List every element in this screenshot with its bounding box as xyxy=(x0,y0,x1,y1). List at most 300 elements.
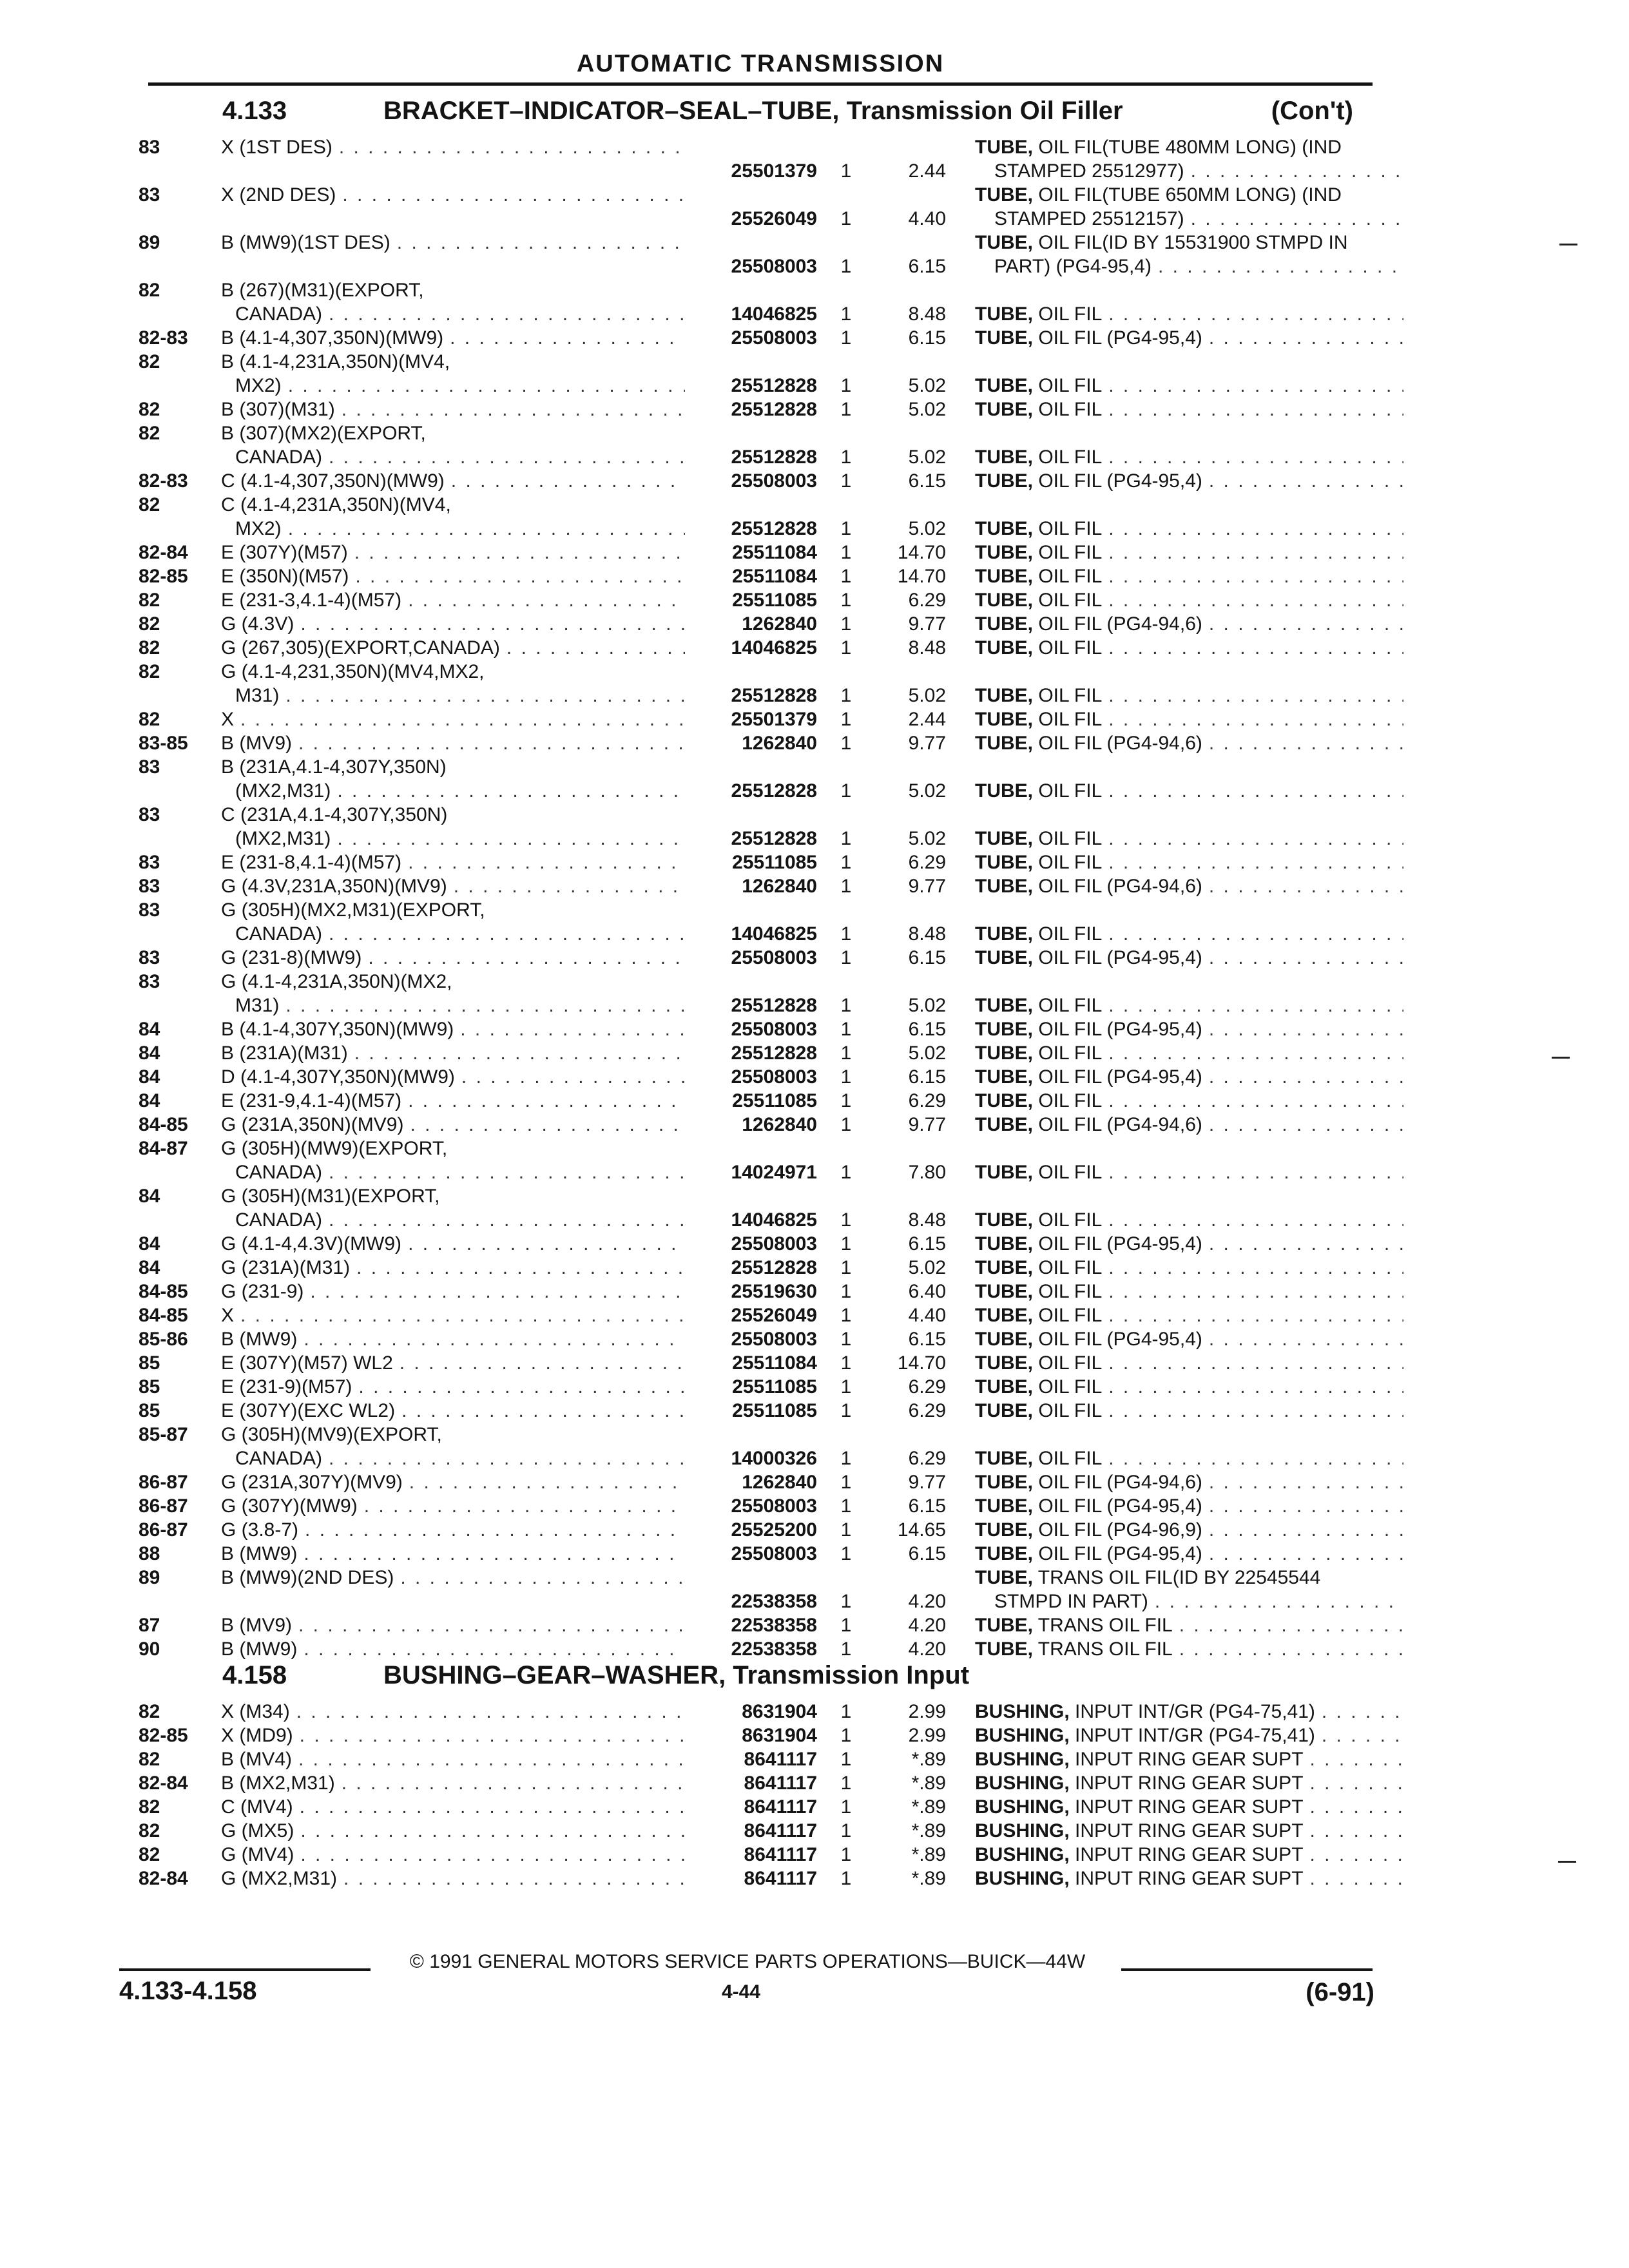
description-text: G (4.3V) xyxy=(221,613,294,635)
price: *.89 xyxy=(911,1820,946,1841)
application-description xyxy=(221,1867,685,1890)
part-name xyxy=(946,469,1403,493)
dot-leader xyxy=(1202,1017,1403,1041)
part-name-detail: OIL FIL xyxy=(1033,518,1103,539)
part-name-detail: OIL FIL (PG4-94,6) xyxy=(1033,876,1202,897)
part-number: 1262840 xyxy=(742,1114,817,1135)
quantity: 1 xyxy=(840,1400,852,1421)
part-name-line xyxy=(975,707,1403,731)
part-name-text xyxy=(994,159,1184,183)
description-text: B (MV9) xyxy=(221,1615,293,1636)
part-name xyxy=(946,684,1403,707)
part-name-text xyxy=(975,469,1202,493)
model-years: 83 xyxy=(139,876,160,897)
part-name-detail: OIL FIL xyxy=(1033,1448,1103,1469)
dot-leader xyxy=(1202,1065,1403,1089)
part-name-line xyxy=(975,612,1403,636)
part-number: 1262840 xyxy=(742,613,817,635)
dot-leader xyxy=(455,1065,685,1089)
part-name-line xyxy=(975,517,1403,541)
price: 5.02 xyxy=(908,685,946,706)
price: 8.48 xyxy=(908,303,946,325)
model-years: 85-86 xyxy=(139,1329,188,1350)
quantity: 1 xyxy=(840,995,852,1016)
parts-row xyxy=(139,421,1379,469)
dot-leader xyxy=(1304,1843,1403,1867)
dot-leader xyxy=(1102,1041,1403,1065)
part-name-text xyxy=(975,1747,1304,1771)
model-years: 84 xyxy=(139,1233,160,1254)
part-name-keyword: TUBE, xyxy=(975,1090,1033,1111)
part-name-keyword: TUBE, xyxy=(975,1352,1033,1374)
part-name-text xyxy=(975,1280,1102,1303)
parts-row xyxy=(139,755,1379,803)
description-text: B (4.1-4,231A,350N)(MV4, xyxy=(221,351,450,372)
quantity: 1 xyxy=(840,1519,852,1541)
part-name-line xyxy=(975,1494,1403,1518)
part-name-text xyxy=(975,1867,1304,1890)
price: 6.15 xyxy=(908,1329,946,1350)
parts-row xyxy=(139,1375,1379,1399)
dot-leader xyxy=(361,946,685,970)
quantity: 1 xyxy=(840,1749,852,1770)
part-number: 25511085 xyxy=(732,1400,817,1421)
price: 8.48 xyxy=(908,1209,946,1231)
description-line xyxy=(221,1724,685,1747)
price: 4.20 xyxy=(908,1591,946,1612)
price: 6.29 xyxy=(908,852,946,873)
part-name-detail: OIL FIL (PG4-95,4) xyxy=(1033,1019,1202,1040)
application-description xyxy=(221,1256,685,1280)
description-line xyxy=(221,874,685,898)
section-number: 4.133 xyxy=(222,97,287,125)
part-name xyxy=(946,588,1403,612)
parts-row xyxy=(139,850,1379,874)
description-line xyxy=(221,1819,685,1843)
parts-row xyxy=(139,946,1379,970)
description-line xyxy=(221,1208,685,1232)
description-line xyxy=(221,469,685,493)
description-line xyxy=(221,374,685,398)
dot-leader xyxy=(1102,302,1403,326)
description-text: E (231-8,4.1-4)(M57) xyxy=(221,852,402,873)
part-name-keyword: TUBE, xyxy=(975,828,1033,849)
quantity: 1 xyxy=(840,1868,852,1889)
model-years: 85 xyxy=(139,1352,160,1374)
part-name xyxy=(946,946,1403,970)
dot-leader xyxy=(294,612,685,636)
part-number: 25501379 xyxy=(731,709,817,730)
quantity: 1 xyxy=(840,1305,852,1326)
part-name-keyword: BUSHING, xyxy=(975,1773,1070,1794)
price: 6.15 xyxy=(908,1019,946,1040)
description-text: G (231-9) xyxy=(221,1281,304,1302)
part-name xyxy=(946,1771,1403,1795)
application-description xyxy=(221,898,685,946)
part-name-text xyxy=(975,1208,1102,1232)
description-text: E (231-3,4.1-4)(M57) xyxy=(221,590,402,611)
quantity: 1 xyxy=(840,590,852,611)
model-years: 84-87 xyxy=(139,1138,188,1159)
part-name xyxy=(946,1494,1403,1518)
part-name-detail: OIL FIL xyxy=(1033,542,1103,563)
quantity: 1 xyxy=(840,923,852,945)
part-name-detail: OIL FIL (PG4-94,6) xyxy=(1033,1114,1202,1135)
quantity: 1 xyxy=(840,709,852,730)
part-number: 25508003 xyxy=(731,1543,817,1564)
part-name-keyword: TUBE, xyxy=(975,852,1033,873)
part-number: 1262840 xyxy=(742,733,817,754)
part-name-detail: OIL FIL xyxy=(1033,1281,1103,1302)
description-line xyxy=(221,1256,685,1280)
dot-leader xyxy=(335,398,685,421)
part-name xyxy=(946,231,1403,278)
model-years: 84 xyxy=(139,1066,160,1088)
part-name-line xyxy=(975,326,1403,350)
part-name-text xyxy=(975,1351,1102,1375)
part-name-keyword: BUSHING, xyxy=(975,1796,1070,1818)
parts-row xyxy=(139,469,1379,493)
parts-row xyxy=(139,731,1379,755)
part-name-text xyxy=(975,1327,1202,1351)
part-name xyxy=(946,1232,1403,1256)
quantity: 1 xyxy=(840,1796,852,1818)
parts-row xyxy=(139,1327,1379,1351)
part-name xyxy=(946,707,1403,731)
part-name-text xyxy=(975,994,1102,1017)
part-name-line xyxy=(975,1017,1403,1041)
header-rule xyxy=(148,82,1373,86)
description-text: B (MX2,M31) xyxy=(221,1773,335,1794)
parts-row xyxy=(139,1747,1379,1771)
model-years: 84-85 xyxy=(139,1305,188,1326)
description-text: G (4.1-4,4.3V)(MW9) xyxy=(221,1233,402,1254)
price: 6.15 xyxy=(908,1233,946,1254)
application-description xyxy=(221,707,685,731)
part-name-line xyxy=(975,1867,1403,1890)
model-years: 82 xyxy=(139,351,160,372)
quantity: 1 xyxy=(840,828,852,849)
part-name-keyword: TUBE, xyxy=(975,1257,1033,1278)
model-years: 82 xyxy=(139,637,160,658)
parts-row xyxy=(139,1232,1379,1256)
part-name-keyword: TUBE, xyxy=(975,1114,1033,1135)
part-name-detail: OIL FIL(TUBE 650MM LONG) (IND xyxy=(1033,184,1342,206)
part-number: 25519630 xyxy=(731,1281,817,1302)
description-line xyxy=(221,660,685,684)
footer-section-range: 4.133-4.158 xyxy=(119,1977,257,2005)
application-description xyxy=(221,1041,685,1065)
part-number: 8631904 xyxy=(742,1701,817,1722)
dot-leader xyxy=(1315,1724,1403,1747)
application-description xyxy=(221,1113,685,1137)
part-name-keyword: BUSHING, xyxy=(975,1820,1070,1841)
description-text: E (231-9)(M57) xyxy=(221,1376,352,1398)
section-title xyxy=(383,97,1271,126)
part-name-text xyxy=(975,588,1102,612)
dot-leader xyxy=(1202,731,1403,755)
part-name-line xyxy=(975,850,1403,874)
part-name-keyword: TUBE, xyxy=(975,1066,1033,1088)
part-name xyxy=(946,1327,1403,1351)
part-name-detail: OIL FIL xyxy=(1033,685,1103,706)
dot-leader xyxy=(401,1089,685,1113)
model-years: 82-83 xyxy=(139,470,188,492)
dot-leader xyxy=(293,1795,685,1819)
part-name-line xyxy=(975,231,1403,255)
application-description xyxy=(221,1700,685,1724)
dot-leader xyxy=(298,1518,685,1542)
price: 6.40 xyxy=(908,1281,946,1302)
price: 5.02 xyxy=(908,995,946,1016)
application-description xyxy=(221,1280,685,1303)
parts-row xyxy=(139,1137,1379,1184)
dot-leader xyxy=(1304,1795,1403,1819)
description-line xyxy=(221,1771,685,1795)
dot-leader xyxy=(282,374,685,398)
part-name-detail: OIL FIL (PG4-95,4) xyxy=(1033,470,1202,492)
description-text: B (MW9) xyxy=(221,1639,298,1660)
part-name-detail: INPUT INT/GR (PG4-75,41) xyxy=(1069,1725,1315,1746)
dot-leader xyxy=(1202,946,1403,970)
part-name xyxy=(946,827,1403,850)
dot-leader xyxy=(445,469,685,493)
part-name-keyword: TUBE, xyxy=(975,923,1033,945)
price: *.89 xyxy=(911,1796,946,1818)
application-description xyxy=(221,1613,685,1637)
part-name-detail: OIL FIL xyxy=(1033,637,1103,658)
part-number: 25512828 xyxy=(731,447,817,468)
section-continued: (Con't) xyxy=(1271,97,1353,125)
dot-leader xyxy=(401,1232,685,1256)
application-description xyxy=(221,493,685,541)
dot-leader xyxy=(1102,1303,1403,1327)
part-name-text xyxy=(975,922,1102,946)
description-text: CANADA) xyxy=(235,447,323,468)
price: 4.40 xyxy=(908,1305,946,1326)
description-text: (MX2,M31) xyxy=(235,828,331,849)
quantity: 1 xyxy=(840,160,852,182)
part-name-keyword: TUBE, xyxy=(975,184,1033,206)
application-description xyxy=(221,946,685,970)
dot-leader xyxy=(1202,1232,1403,1256)
description-text: E (307Y)(M57) xyxy=(221,542,348,563)
part-name-text xyxy=(975,1613,1173,1637)
description-line xyxy=(221,1566,685,1590)
part-name-line xyxy=(975,827,1403,850)
application-description xyxy=(221,1375,685,1399)
dot-leader xyxy=(1315,1700,1403,1724)
quantity: 1 xyxy=(840,1329,852,1350)
application-description xyxy=(221,1065,685,1089)
part-number: 8641117 xyxy=(744,1844,817,1865)
application-description xyxy=(221,183,685,207)
price: 5.02 xyxy=(908,828,946,849)
application-description xyxy=(221,1518,685,1542)
model-years: 84 xyxy=(139,1043,160,1064)
dot-leader xyxy=(1202,1518,1403,1542)
price: 6.29 xyxy=(908,1448,946,1469)
description-text: E (231-9,4.1-4)(M57) xyxy=(221,1090,402,1111)
model-years: 85 xyxy=(139,1376,160,1398)
dot-leader xyxy=(1102,398,1403,421)
part-name-keyword: BUSHING, xyxy=(975,1725,1070,1746)
part-name-line xyxy=(975,684,1403,707)
description-line xyxy=(221,731,685,755)
dot-leader xyxy=(1102,850,1403,874)
part-number: 8641117 xyxy=(744,1796,817,1818)
part-name xyxy=(946,874,1403,898)
description-line xyxy=(221,445,685,469)
dot-leader xyxy=(1102,1208,1403,1232)
part-name-keyword: BUSHING, xyxy=(975,1868,1070,1889)
description-text: C (4.1-4,307,350N)(MW9) xyxy=(221,470,445,492)
model-years: 82 xyxy=(139,1749,160,1770)
part-name-line xyxy=(975,779,1403,803)
part-name xyxy=(946,445,1403,469)
description-line xyxy=(221,1518,685,1542)
application-description xyxy=(221,731,685,755)
parts-row xyxy=(139,1256,1379,1280)
application-description xyxy=(221,278,685,326)
description-text: B (4.1-4,307,350N)(MW9) xyxy=(221,327,444,349)
price: 8.48 xyxy=(908,637,946,658)
part-name-detail: OIL FIL xyxy=(1033,399,1103,420)
part-name-text xyxy=(975,1819,1304,1843)
part-name-detail: OIL FIL (PG4-95,4) xyxy=(1033,1543,1202,1564)
part-name-text xyxy=(975,946,1202,970)
price: 4.20 xyxy=(908,1639,946,1660)
part-name xyxy=(946,1351,1403,1375)
parts-row xyxy=(139,1819,1379,1843)
part-name-line xyxy=(975,1399,1403,1423)
part-name xyxy=(946,1724,1403,1747)
price: 6.29 xyxy=(908,1376,946,1398)
description-line xyxy=(221,302,685,326)
model-years: 89 xyxy=(139,232,160,253)
part-number: 25508003 xyxy=(731,1495,817,1517)
part-number: 25511084 xyxy=(732,1352,817,1374)
part-name xyxy=(946,1566,1403,1613)
parts-row xyxy=(139,1303,1379,1327)
dot-leader xyxy=(403,1470,685,1494)
parts-row xyxy=(139,1494,1379,1518)
application-description xyxy=(221,469,685,493)
part-name xyxy=(946,1375,1403,1399)
part-name xyxy=(946,1700,1403,1724)
price: 9.77 xyxy=(908,1114,946,1135)
description-line xyxy=(221,1065,685,1089)
part-number: 25511085 xyxy=(732,1090,817,1111)
quantity: 1 xyxy=(840,1773,852,1794)
part-name-detail: INPUT RING GEAR SUPT xyxy=(1069,1820,1304,1841)
part-name xyxy=(946,1280,1403,1303)
part-name-text xyxy=(975,874,1202,898)
parts-row xyxy=(139,1280,1379,1303)
description-line xyxy=(221,850,685,874)
dot-leader xyxy=(443,326,685,350)
price: 6.29 xyxy=(908,1090,946,1111)
dot-leader xyxy=(1102,1351,1403,1375)
part-name-detail: STMPD IN PART) xyxy=(994,1591,1148,1612)
description-line xyxy=(221,970,685,994)
application-description xyxy=(221,1399,685,1423)
part-name-detail: OIL FIL xyxy=(1033,1305,1103,1326)
model-years: 83 xyxy=(139,756,160,778)
description-text: C (MV4) xyxy=(221,1796,293,1818)
description-line xyxy=(221,588,685,612)
part-name xyxy=(946,1089,1403,1113)
model-years: 82 xyxy=(139,280,160,301)
description-text: X (MD9) xyxy=(221,1725,293,1746)
description-text: CANADA) xyxy=(235,923,323,945)
part-name xyxy=(946,1747,1403,1771)
description-text: B (MW9)(2ND DES) xyxy=(221,1567,394,1588)
dot-leader xyxy=(292,731,685,755)
parts-row xyxy=(139,898,1379,946)
part-name-keyword: TUBE, xyxy=(975,399,1033,420)
model-years: 89 xyxy=(139,1567,160,1588)
part-name-text xyxy=(975,1446,1102,1470)
part-name-detail: OIL FIL xyxy=(1033,590,1103,611)
quantity: 1 xyxy=(840,876,852,897)
part-name-text xyxy=(975,1160,1102,1184)
part-number: 25512828 xyxy=(731,399,817,420)
part-number: 8641117 xyxy=(744,1868,817,1889)
parts-row xyxy=(139,1637,1379,1661)
description-text: B (MW9) xyxy=(221,1543,298,1564)
quantity: 1 xyxy=(840,685,852,706)
quantity: 1 xyxy=(840,733,852,754)
margin-mark xyxy=(1552,1057,1570,1059)
part-number: 8641117 xyxy=(744,1820,817,1841)
price: 5.02 xyxy=(908,399,946,420)
model-years: 82-84 xyxy=(139,1868,188,1889)
part-number: 25512828 xyxy=(731,828,817,849)
part-name-keyword: TUBE, xyxy=(975,1495,1033,1517)
part-name-line xyxy=(975,255,1403,278)
part-name-line xyxy=(975,1590,1403,1613)
dot-leader xyxy=(1102,707,1403,731)
model-years: 84 xyxy=(139,1186,160,1207)
description-line xyxy=(221,922,685,946)
part-name-line xyxy=(975,1232,1403,1256)
dot-leader xyxy=(1102,1256,1403,1280)
parts-row xyxy=(139,231,1379,278)
description-line xyxy=(221,1542,685,1566)
parts-row xyxy=(139,1700,1379,1724)
description-line xyxy=(221,1795,685,1819)
part-name-detail: STAMPED 25512157) xyxy=(994,208,1184,229)
model-years: 84 xyxy=(139,1090,160,1111)
part-number: 25512828 xyxy=(731,1257,817,1278)
parts-row xyxy=(139,135,1379,183)
part-name xyxy=(946,612,1403,636)
part-name-detail: TRANS OIL FIL xyxy=(1033,1639,1173,1660)
price: 6.15 xyxy=(908,256,946,277)
description-line xyxy=(221,1303,685,1327)
application-description xyxy=(221,970,685,1017)
application-description xyxy=(221,564,685,588)
part-name xyxy=(946,398,1403,421)
model-years: 82 xyxy=(139,494,160,515)
part-name-text xyxy=(975,445,1102,469)
description-text: B (4.1-4,307Y,350N)(MW9) xyxy=(221,1019,454,1040)
price: 7.80 xyxy=(908,1162,946,1183)
part-name-keyword: TUBE, xyxy=(975,709,1033,730)
part-number: 22538358 xyxy=(731,1591,817,1612)
model-years: 83 xyxy=(139,852,160,873)
